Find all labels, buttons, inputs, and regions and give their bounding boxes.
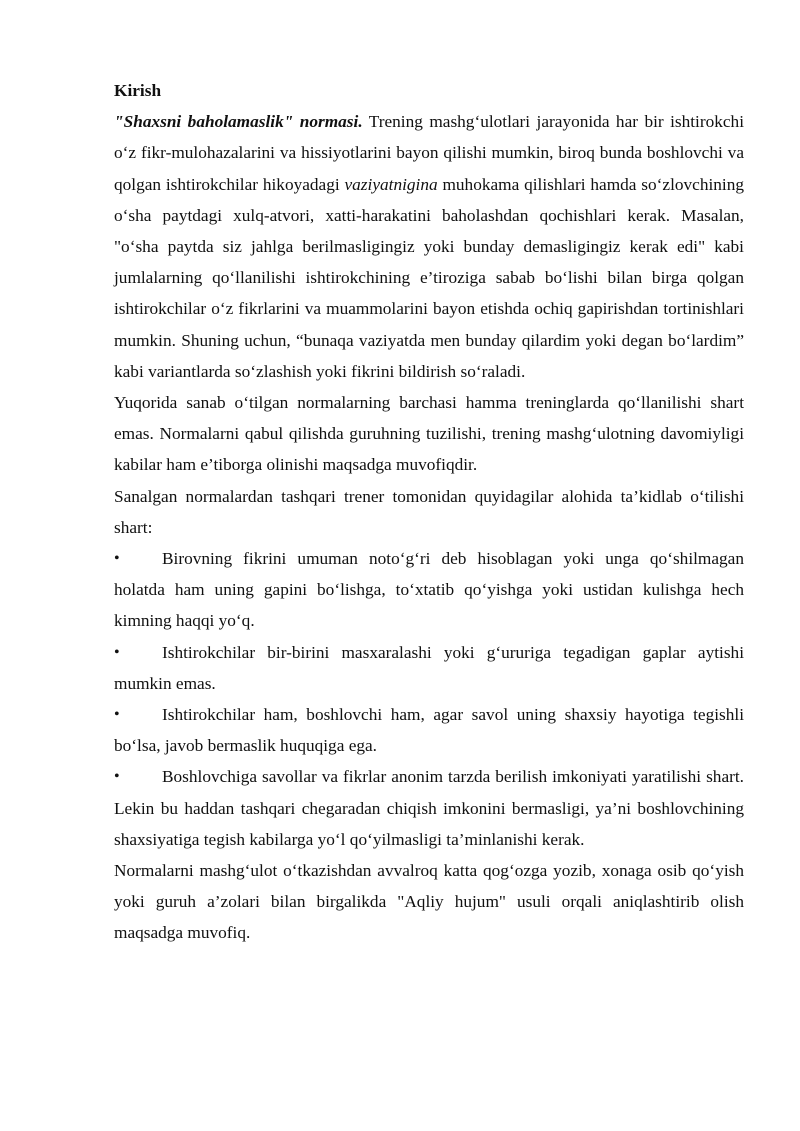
paragraph-norms-application: Yuqorida sanab o‘tilgan normalarning barchasi hamma treninglarda qo‘llanilishi shart emas. Normalarni qabul qilishda guruhning tuzilishi, trening mashg‘ulotning davomiyligi kabilar ham e’tiborga olinishi maqsadga muvofiqdir.	[114, 393, 744, 475]
bullet-item	[114, 637, 744, 699]
section-heading: Kirish	[114, 81, 162, 100]
bullet-item	[114, 543, 744, 637]
paragraph-norm-description	[114, 106, 744, 387]
emphasis-text: vaziyatnigina	[344, 174, 438, 194]
bullet-text: Birovning fikrini umuman noto‘g‘ri deb hisoblagan yoki unga qo‘shilmagan holatda ham uning gapini bo‘lishga, to‘xtatib qo‘yishga yoki ustidan kulishga hech kimning haqqi yo‘q.	[114, 549, 744, 631]
bullet-text: Ishtirokchilar bir-birini masxaralashi yoki g‘ururiga tegadigan gaplar aytishi mumkin emas.	[114, 642, 744, 693]
bullet-icon: •	[114, 643, 120, 661]
bullet-text: Boshlovchiga savollar va fikrlar anonim tarzda berilish imkoniyati yaratilishi shart. Lekin bu haddan tashqari chegaradan chiqish imkonini bermasligi, ya’ni boshlovchining shaxsiyatiga tegish kabilarga yo‘l qo‘yilmasligi ta’minlanishi kerak.	[114, 767, 744, 849]
norm-title: "Shaxsni baholamaslik" normasi.	[114, 112, 363, 132]
bullet-icon: •	[114, 768, 120, 786]
bullet-icon: •	[114, 706, 120, 724]
bullet-text: Ishtirokchilar ham, boshlovchi ham, agar savol uning shaxsiy hayotiga tegishli bo‘lsa, javob bermaslik huquqiga ega.	[114, 705, 744, 756]
bullet-icon: •	[114, 550, 120, 568]
paragraph-trainer-emphasis: Sanalgan normalardan tashqari trener tomonidan quyidagilar alohida ta’kidlab o‘tilishi shart:	[114, 486, 744, 537]
bullet-item	[114, 761, 744, 855]
document-page	[114, 75, 744, 949]
paragraph-text: muhokama qilishlari hamda so‘zlovchining o‘sha paytdagi xulq-atvori, xatti-harakatini baholashdan qochishlari kerak. Masalan, "o‘sha paytda siz jahlga berilmasligingiz yoki bunday demasligingiz kerak edi" kabi jumlalarning qo‘llanilishi ishtirokchining e’tiroziga sabab bo‘lishi bilan birga qolgan ishtirokchilar o‘z fikrlarini va muammolarini bayon etishda ochiq gapirishdan tortinishlari mumkin. Shuning uchun, “bunaqa vaziyatda men bunday qilardim yoki degan bo‘lardim” kabi variantlarda so‘zlashish yoki fikrini bildirish so‘raladi.	[114, 174, 744, 381]
paragraph-norms-posting: Normalarni mashg‘ulot o‘tkazishdan avvalroq katta qog‘ozga yozib, xonaga osib qo‘yish yoki guruh a’zolari bilan birgalikda "Aqliy hujum" usuli orqali aniqlashtirib olish maqsadga muvofiq.	[114, 861, 744, 943]
bullet-item	[114, 699, 744, 761]
paragraph-text: Trening mashg‘ulotlari jarayonida har bir ishtirokchi o‘z fikr-mulohazalarini va hissiyotlarini bayon qilishi mumkin, biroq bunda boshlovchi va qolgan ishtirokchilar hikoyadagi	[114, 112, 744, 194]
